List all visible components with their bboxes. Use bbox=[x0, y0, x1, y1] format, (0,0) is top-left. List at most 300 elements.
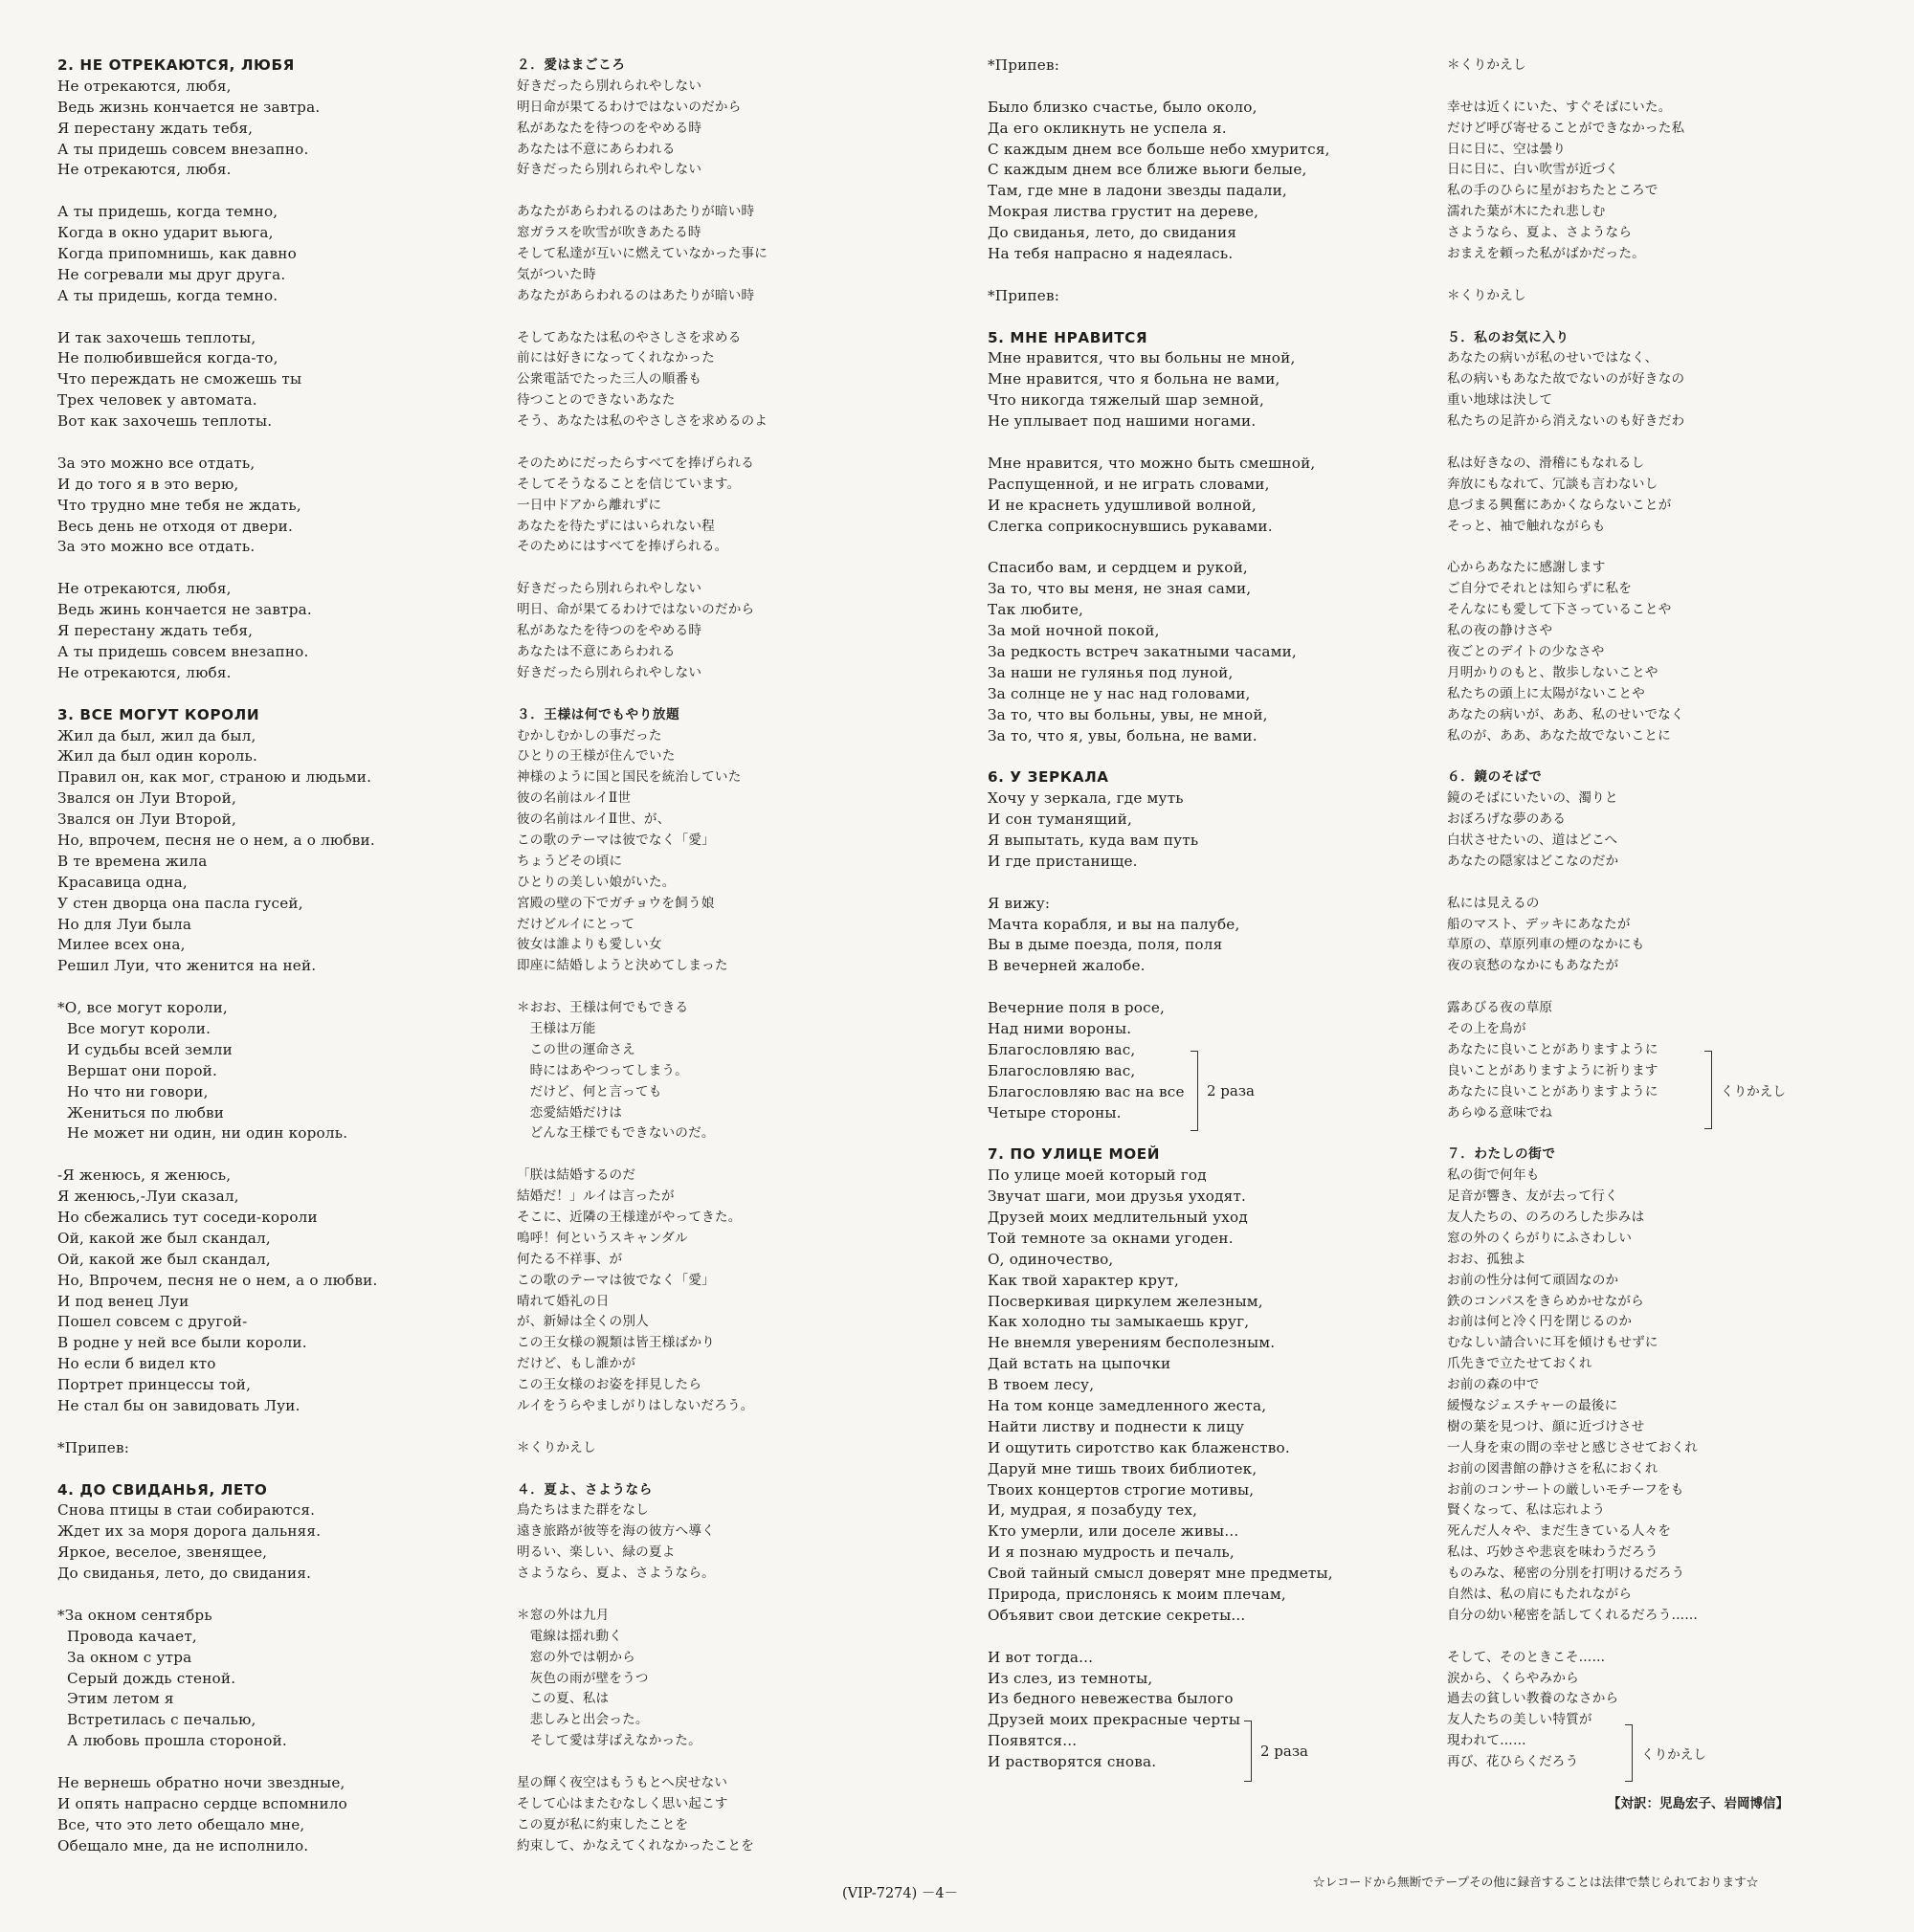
lyric-line: 恋愛結婚だけは bbox=[517, 1104, 623, 1121]
lyric-line: そっと、袖で触れながらも bbox=[1447, 518, 1606, 534]
lyric-line: 自分の幼い秘密を話してくれるだろう…… bbox=[1447, 1607, 1699, 1623]
stanza-gap bbox=[1447, 873, 1868, 894]
lyric-line: 樹の葉を見つけ、顔に近づけさせ bbox=[1447, 1418, 1645, 1434]
lyric-line: 明るい、楽しい、緑の夏よ bbox=[517, 1544, 676, 1561]
song-title: 5. МНЕ НРАВИТСЯ bbox=[988, 328, 1148, 346]
stanza-gap bbox=[988, 307, 1409, 328]
lyric-line: 神様のように国と国民を統治していた bbox=[517, 769, 742, 786]
lyric-line: Не уплывает под нашими ногами. bbox=[988, 412, 1257, 431]
lyric-line: 電線は揺れ動く bbox=[517, 1628, 623, 1644]
lyric-line: 彼の名前はルイⅡ世、が、 bbox=[517, 811, 671, 828]
lyric-line: 私たちの頭上に太陽がないことや bbox=[1447, 685, 1645, 701]
lyric-line: Природа, прислонясь к моим плечам, bbox=[988, 1586, 1286, 1604]
stanza-gap bbox=[57, 1752, 469, 1773]
stanza-gap bbox=[517, 684, 938, 705]
page-number: (VIP-7274) －4－ bbox=[842, 1886, 959, 1901]
lyric-line: だけど、もし誰かが bbox=[517, 1356, 636, 1372]
lyric-line: 息づまる興奮にあかくならないことが bbox=[1447, 497, 1672, 513]
stanza-gap bbox=[988, 746, 1409, 767]
lyric-line: Пошел совсем с другой- bbox=[57, 1313, 248, 1331]
lyric-line: あなたに良いことがありますように bbox=[1447, 1041, 1658, 1057]
stanza-gap bbox=[57, 1144, 469, 1166]
russian-lyrics-column-left bbox=[57, 56, 469, 1857]
lyric-line: この夏、私は bbox=[517, 1691, 610, 1707]
lyric-line: Дай встать на цыпочки bbox=[988, 1355, 1171, 1373]
lyric-line: ご自分でそれとは知らずに私を bbox=[1447, 581, 1633, 597]
lyric-line: 日に日に、白い吹雪が近づく bbox=[1447, 162, 1619, 178]
lyric-line: За солнце не у нас над головами, bbox=[988, 684, 1251, 702]
stanza-gap bbox=[988, 1627, 1409, 1648]
lyric-line: そう、あなたは私のやさしさを求めるのよ bbox=[517, 413, 768, 430]
lyric-line: Найти листву и поднести к лицу bbox=[988, 1417, 1245, 1435]
lyric-line: Жениться по любви bbox=[57, 1103, 225, 1121]
lyric-line: あなたがあらわれるのはあたりが暗い時 bbox=[517, 204, 755, 220]
lyric-line: Звался он Луи Второй, bbox=[57, 811, 237, 829]
stanza-gap bbox=[517, 558, 938, 579]
lyric-line: Но, Впрочем, песня не о нем, а о любви. bbox=[57, 1271, 378, 1289]
refrain-label: くりかえし bbox=[1721, 1084, 1786, 1099]
lyric-line: そして私達が互いに燃えていなかった事に bbox=[517, 246, 768, 262]
lyric-line: Жил да был один король. bbox=[57, 747, 258, 766]
lyric-line: 友人たちの美しい特質が bbox=[1447, 1712, 1592, 1728]
lyric-line: Из слез, из темноты, bbox=[988, 1669, 1153, 1687]
stanza-gap bbox=[1447, 307, 1868, 328]
stanza-gap bbox=[517, 1144, 938, 1166]
lyric-line: むなしい請合いに耳を傾けもせずに bbox=[1447, 1335, 1658, 1351]
lyric-line: 好きだったら別れられやしない bbox=[517, 664, 702, 680]
lyric-line: 即座に結婚しようと決めてしまった bbox=[517, 958, 728, 974]
lyric-line: 好きだったら別れられやしない bbox=[517, 581, 702, 597]
lyric-line: 鏡のそばにいたいの、濁りと bbox=[1447, 790, 1618, 807]
lyric-line: Даруй мне тишь твоих библиотек, bbox=[988, 1459, 1257, 1477]
lyric-line: Благословляю вас, bbox=[988, 1061, 1136, 1079]
lyric-line: А ты придешь совсем внезапно. bbox=[57, 140, 309, 158]
stanza-gap bbox=[57, 1585, 469, 1606]
lyric-line: 遠き旅路が彼等を海の彼方へ導く bbox=[517, 1523, 715, 1540]
lyric-line: 明日命が果てるわけではないのだから bbox=[517, 99, 742, 115]
lyric-line: Провода качает, bbox=[57, 1627, 197, 1645]
japanese-lyrics-column-left bbox=[517, 56, 938, 1857]
lyric-line: そして、そのときこそ…… bbox=[1447, 1649, 1606, 1665]
lyric-line: 王様は万能 bbox=[517, 1020, 596, 1036]
lyric-line: ちょうどその頃に bbox=[517, 853, 623, 869]
lyric-line: Мокрая листва грустит на дереве, bbox=[988, 203, 1259, 221]
stanza-gap bbox=[988, 265, 1409, 286]
song-title: 3. ВСЕ МОГУТ КОРОЛИ bbox=[57, 705, 260, 723]
stanza-gap bbox=[517, 433, 938, 454]
lyric-line: За то, что вы больны, увы, не мной, bbox=[988, 705, 1268, 723]
lyric-line: За окном с утра bbox=[57, 1648, 192, 1666]
stanza-gap bbox=[1447, 433, 1868, 454]
lyric-line: あなたがあらわれるのはあたりが暗い時 bbox=[517, 287, 755, 303]
lyric-line: 一日中ドアから離れずに bbox=[517, 497, 662, 513]
lyric-line: Свой тайный смысл доверят мне предметы, bbox=[988, 1565, 1333, 1583]
lyric-line: Слегка соприкоснувшись рукавами. bbox=[988, 517, 1273, 535]
russian-lyrics-column-right bbox=[988, 56, 1409, 1773]
lyric-line: Обещало мне, да не исполнило. bbox=[57, 1836, 309, 1854]
lyric-line: ルイをうらやましがりはしないだろう。 bbox=[517, 1398, 754, 1413]
lyric-line: 夜の哀愁のなかにもあなたが bbox=[1447, 958, 1619, 974]
lyric-line: Не отрекаются, любя. bbox=[57, 161, 232, 179]
lyric-line: Портрет принцессы той, bbox=[57, 1376, 252, 1394]
lyric-line: Мне нравится, что можно быть смешной, bbox=[988, 454, 1316, 472]
lyric-line: И не краснеть удушливой волной, bbox=[988, 496, 1257, 514]
lyric-line: 私は好きなの、滑稽にもなれるし bbox=[1447, 455, 1645, 471]
lyric-line: А ты придешь, когда темно, bbox=[57, 203, 278, 221]
lyric-line: И ощутить сиротство как блаженство. bbox=[988, 1438, 1290, 1456]
stanza-gap bbox=[1447, 265, 1868, 286]
lyric-line: На тебя напрасно я надеялась. bbox=[988, 245, 1234, 263]
lyric-line: Не вернешь обратно ночи звездные, bbox=[57, 1774, 345, 1792]
lyric-line: この世の運命さえ bbox=[517, 1041, 635, 1057]
lyric-line: 心からあなたに感謝します bbox=[1447, 560, 1606, 576]
stanza-gap bbox=[57, 181, 469, 202]
lyric-line: Весь день не отходя от двери. bbox=[57, 517, 293, 535]
lyric-line: *За окном сентябрь bbox=[57, 1606, 212, 1624]
stanza-gap bbox=[1447, 77, 1868, 98]
lyric-line: Не отрекаются, любя, bbox=[57, 77, 232, 95]
stanza-gap bbox=[1447, 1627, 1868, 1648]
lyric-line: За то, что я, увы, больна, не вами. bbox=[988, 726, 1257, 744]
lyric-line: Да его окликнуть не успела я. bbox=[988, 119, 1227, 137]
lyric-line: Как холодно ты замыкаешь круг, bbox=[988, 1313, 1250, 1331]
lyric-line: 死んだ人々や、まだ生きている人々を bbox=[1447, 1523, 1672, 1540]
lyric-line: Что никогда тяжелый шар земной, bbox=[988, 391, 1265, 410]
song-title: 7. ПО УЛИЦЕ МОЕЙ bbox=[988, 1145, 1161, 1164]
lyric-line: Я выпытать, куда вам путь bbox=[988, 831, 1199, 849]
lyric-line: 星の輝く夜空はもうもとへ戻せない bbox=[517, 1775, 728, 1791]
refrain-bracket-streets-ru bbox=[1244, 1721, 1308, 1782]
lyric-line: 足音が響き、友が去って行く bbox=[1447, 1188, 1618, 1205]
lyric-line: 夜ごとのデイトの少なさや bbox=[1447, 643, 1605, 659]
lyric-line: この王女様の親類は皆王様ばかり bbox=[517, 1335, 715, 1351]
stanza-gap bbox=[988, 537, 1409, 558]
lyric-line: Когда в окно ударит вьюга, bbox=[57, 224, 274, 242]
lyric-line: У стен дворца она пасла гусей, bbox=[57, 894, 303, 912]
lyric-line: Не внемля уверениям бесполезным. bbox=[988, 1334, 1276, 1352]
lyric-line: -Я женюсь, я женюсь, bbox=[57, 1166, 232, 1185]
stanza-gap bbox=[1447, 746, 1868, 767]
lyric-line: Я женюсь,-Луи сказал, bbox=[57, 1188, 239, 1206]
lyric-line: お前は何と冷く円を閉じるのか bbox=[1447, 1314, 1633, 1330]
lyric-line: Не полюбившейся когда-то, bbox=[57, 349, 278, 367]
lyric-line: 過去の貧しい教養のなさから bbox=[1447, 1691, 1619, 1707]
stanza-gap bbox=[57, 433, 469, 454]
lyric-line: だけど呼び寄せることができなかった私 bbox=[1447, 120, 1685, 136]
lyric-line: И растворятся снова. bbox=[988, 1753, 1157, 1771]
lyric-line: Той темноте за окнами угоден. bbox=[988, 1229, 1234, 1247]
lyric-line: この歌のテーマは彼でなく「愛」 bbox=[517, 832, 715, 848]
lyric-line: おぼろげな夢のある bbox=[1447, 811, 1567, 828]
lyric-line: Как твой характер крут, bbox=[988, 1271, 1179, 1289]
lyric-line: За это можно все отдать, bbox=[57, 454, 256, 472]
lyric-line: 友人たちの、のろのろした歩みは bbox=[1447, 1209, 1645, 1225]
lyric-line: Когда припомнишь, как давно bbox=[57, 245, 297, 263]
lyric-line: Но, впрочем, песня не о нем, а о любви. bbox=[57, 831, 375, 849]
lyric-line: Но что ни говори, bbox=[57, 1082, 209, 1100]
stanza-gap bbox=[517, 1459, 938, 1480]
lyric-line: ものみな、秘密の分別を打明けるだろう bbox=[1447, 1566, 1685, 1582]
lyric-line: За это можно все отдать. bbox=[57, 538, 256, 556]
lyric-line: А ты придешь совсем внезапно. bbox=[57, 642, 309, 660]
lyric-line: 私があなたを待つのをやめる時 bbox=[517, 120, 702, 136]
lyric-line: さようなら、夏よ、さようなら。 bbox=[517, 1566, 715, 1582]
lyric-line: 約束して、かなえてくれなかったことを bbox=[517, 1837, 755, 1854]
lyric-line: おお、孤独よ bbox=[1447, 1251, 1526, 1267]
lyric-line: Звучат шаги, мои друзья уходят. bbox=[988, 1188, 1247, 1206]
lyric-line: 草原の、草原列車の煙のなかにも bbox=[1447, 937, 1645, 953]
refrain-bracket-mirror-jp bbox=[1704, 1051, 1786, 1129]
lyric-line: Встретилась с печалью, bbox=[57, 1711, 256, 1729]
stanza-gap bbox=[57, 307, 469, 328]
lyric-line: Из бедного невежества былого bbox=[988, 1690, 1234, 1708]
lyric-line: お前の図書館の静けさを私におくれ bbox=[1447, 1460, 1658, 1477]
lyric-line: Этим летом я bbox=[57, 1690, 174, 1708]
lyric-line: 緩慢なジェスチャーの最後に bbox=[1447, 1398, 1618, 1413]
lyric-line: Мачта корабля, и вы на палубе, bbox=[988, 915, 1240, 933]
lyric-line: 重い地球は決して bbox=[1447, 392, 1553, 409]
stanza-gap bbox=[988, 873, 1409, 894]
lyric-line: むかしむかしの事だった bbox=[517, 727, 662, 744]
lyric-line: 私には見えるの bbox=[1447, 895, 1540, 911]
lyric-line: Не отрекаются, любя, bbox=[57, 580, 232, 598]
lyric-line: だけど、何と言っても bbox=[517, 1083, 662, 1099]
lyric-line: この歌のテーマは彼でなく「愛」 bbox=[517, 1272, 715, 1288]
lyric-line: 何たる不祥事、が bbox=[517, 1251, 623, 1267]
lyric-line: Не согревали мы друг друга. bbox=[57, 265, 286, 283]
lyric-line: За мой ночной покой, bbox=[988, 622, 1160, 640]
stanza-gap bbox=[57, 1459, 469, 1480]
lyric-line: До свиданья, лето, до свидания bbox=[988, 224, 1237, 242]
lyric-line: 嗚呼！何というスキャンダル bbox=[517, 1230, 688, 1246]
lyric-line: あなたを待たずにはいられない程 bbox=[517, 518, 715, 534]
lyric-line: Я перестану ждать тебя, bbox=[57, 622, 254, 640]
song-title: 6. У ЗЕРКАЛА bbox=[988, 768, 1109, 787]
lyric-line: Мне нравится, что я больна не вами, bbox=[988, 370, 1280, 389]
lyric-line: 時にはあやつってしまう。 bbox=[517, 1062, 688, 1078]
lyric-line: В твоем лесу, bbox=[988, 1376, 1095, 1394]
lyric-line: あなたは不意にあらわれる bbox=[517, 141, 676, 157]
lyric-line: Что трудно мне тебя не ждать, bbox=[57, 496, 301, 514]
lyric-line: 現われて…… bbox=[1447, 1733, 1526, 1749]
lyric-line: 再び、花ひらくだろう bbox=[1447, 1754, 1579, 1770]
lyric-line: За наши не гулянья под луной, bbox=[988, 663, 1234, 681]
refrain-count-label: 2 раза bbox=[1207, 1082, 1255, 1099]
refrain-label: くりかえし bbox=[1641, 1747, 1706, 1763]
lyric-line: Объявит свои детские секреты... bbox=[988, 1606, 1246, 1624]
lyric-line: Снова птицы в стаи собираются. bbox=[57, 1501, 316, 1520]
lyric-line: どんな王様でもできないのだ。 bbox=[517, 1125, 715, 1142]
lyric-line: Я вижу: bbox=[988, 894, 1051, 912]
lyric-line: Не может ни один, ни один король. bbox=[57, 1124, 348, 1143]
lyric-line: 日に日に、空は曇り bbox=[1447, 141, 1567, 157]
stanza-gap bbox=[1447, 977, 1868, 998]
lyric-line: Кто умерли, или доселе живы... bbox=[988, 1522, 1239, 1541]
stanza-gap bbox=[517, 307, 938, 328]
lyric-line: Ждет их за моря дорога дальняя. bbox=[57, 1522, 322, 1541]
lyric-line: 明日、命が果てるわけではないのだから bbox=[517, 602, 755, 618]
lyric-line: И опять напрасно сердце вспомнило bbox=[57, 1794, 348, 1812]
lyric-line: Что переждать не сможешь ты bbox=[57, 370, 302, 389]
lyric-line: Мне нравится, что вы больны не мной, bbox=[988, 349, 1296, 367]
lyric-line: На том конце замедленного жеста, bbox=[988, 1397, 1267, 1414]
lyric-line: До свиданья, лето, до свидания. bbox=[57, 1565, 312, 1583]
lyric-line: Милее всех она, bbox=[57, 936, 186, 954]
lyric-line: 私たちの足許から消えないのも好きだわ bbox=[1447, 413, 1685, 430]
lyric-line: 白状させたいの、道はどこへ bbox=[1447, 832, 1618, 848]
lyric-line: ＊おお、王様は何でもできる bbox=[517, 1000, 689, 1016]
lyric-line: 結婚だ！」ルイは言ったが bbox=[517, 1188, 675, 1205]
lyric-line: В родне у ней все были короли. bbox=[57, 1334, 307, 1352]
lyric-line: ＊窓の外は九月 bbox=[517, 1607, 610, 1623]
lyric-line: Спасибо вам, и сердцем и рукой, bbox=[988, 559, 1248, 577]
lyric-line: 彼の名前はルイⅡ世 bbox=[517, 790, 632, 807]
lyric-line: А ты придешь, когда темно. bbox=[57, 286, 278, 304]
lyric-line: Правил он, как мог, страною и людьми. bbox=[57, 768, 372, 787]
lyric-line: И так захочешь теплоты, bbox=[57, 328, 256, 346]
stanza-gap bbox=[517, 1752, 938, 1773]
lyric-line: 窓ガラスを吹雪が吹きあたる時 bbox=[517, 225, 701, 241]
lyric-line: В вечерней жалобе. bbox=[988, 957, 1146, 975]
lyric-line: この夏が私に約束したことを bbox=[517, 1816, 689, 1832]
lyric-line: 良いことがありますように祈ります bbox=[1447, 1062, 1658, 1078]
lyric-line: Там, где мне в ладони звезды падали, bbox=[988, 182, 1287, 200]
lyric-line: 宮殿の壁の下でガチョウを飼う娘 bbox=[517, 895, 715, 911]
lyric-line: Твоих концертов строгие мотивы, bbox=[988, 1480, 1255, 1499]
lyric-line: 私の病いもあなた故でないのが好きなの bbox=[1447, 371, 1685, 388]
lyric-line: А любовь прошла стороной. bbox=[57, 1732, 287, 1750]
lyric-line: 灰色の雨が壁をうつ bbox=[517, 1670, 649, 1686]
lyric-line: ＊くりかえし bbox=[517, 1439, 596, 1455]
lyric-line: Но для Луи была bbox=[57, 915, 192, 933]
lyric-line: さようなら、夏よ、さようなら bbox=[1447, 225, 1633, 241]
lyric-line: が、新婦は全くの別人 bbox=[517, 1314, 649, 1330]
lyric-line: 幸せは近くにいた、すぐそばにいた。 bbox=[1447, 99, 1672, 115]
lyric-line: Распущенной, и не играть словами, bbox=[988, 475, 1270, 493]
stanza-gap bbox=[57, 977, 469, 998]
lyric-line: あなたは不意にあらわれる bbox=[517, 643, 676, 659]
lyric-line: С каждым днем все ближе вьюги белые, bbox=[988, 161, 1307, 179]
lyric-line: 奔放にもなれて、冗談も言わないし bbox=[1447, 476, 1658, 492]
lyric-line: 私の夜の静けさや bbox=[1447, 623, 1553, 639]
lyric-line: 好きだったら別れられやしない bbox=[517, 162, 702, 178]
lyric-line: И я познаю мудрость и печаль, bbox=[988, 1543, 1235, 1562]
song-title: ５．私のお気に入り bbox=[1447, 329, 1569, 345]
lyric-line: За редкость встреч закатными часами, bbox=[988, 642, 1297, 660]
lyric-line: Появятся... bbox=[988, 1732, 1078, 1750]
stanza-gap bbox=[57, 558, 469, 579]
stanza-gap bbox=[988, 433, 1409, 454]
lyric-line: お前の森の中で bbox=[1447, 1377, 1540, 1393]
lyric-line: Решил Луи, что женится на ней. bbox=[57, 957, 317, 975]
lyric-line: 気がついた時 bbox=[517, 266, 596, 282]
lyric-line: ひとりの美しい娘がいた。 bbox=[517, 874, 676, 890]
lyric-line: 好きだったら別れられやしない bbox=[517, 78, 702, 94]
lyric-line: Но сбежались тут соседи-короли bbox=[57, 1208, 318, 1226]
lyric-line: 窓の外のくらがりにふさわしい bbox=[1447, 1230, 1633, 1246]
lyric-line: 露あびる夜の草原 bbox=[1447, 1000, 1553, 1016]
lyric-line: 自然は、私の肩にもたれながら bbox=[1447, 1587, 1633, 1603]
lyric-line: そして愛は芽ばえなかった。 bbox=[517, 1733, 701, 1749]
lyric-line: そこに、近隣の王様達がやってきた。 bbox=[517, 1209, 742, 1225]
lyric-line: Вот как захочешь теплоты. bbox=[57, 412, 273, 431]
lyric-line: С каждым днем все больше небо хмурится, bbox=[988, 140, 1330, 158]
translator-credit: 【対訳：児島宏子、岩岡博信】 bbox=[1608, 1796, 1789, 1811]
lyric-line: 船のマスト、デッキにあなたが bbox=[1447, 916, 1631, 932]
lyric-line: この王女様のお姿を拝見したら bbox=[517, 1377, 702, 1393]
lyric-line: 悲しみと出会った。 bbox=[517, 1712, 649, 1728]
lyric-line: И, мудрая, я позабуду тех, bbox=[988, 1501, 1198, 1520]
lyric-line: 公衆電話でたった三人の順番も bbox=[517, 371, 702, 388]
lyric-line: Все, что это лето обещало мне, bbox=[57, 1815, 305, 1833]
lyric-line: И под венец Луи bbox=[57, 1292, 189, 1310]
lyric-line: Не отрекаются, любя. bbox=[57, 663, 232, 681]
song-title: 2. НЕ ОТРЕКАЮТСЯ, ЛЮБЯ bbox=[57, 56, 295, 74]
lyric-line: За то, что вы меня, не зная сами, bbox=[988, 580, 1252, 598]
lyric-line: 鳥たちはまた群をなし bbox=[517, 1502, 649, 1519]
song-title: ４．夏よ、さようなら bbox=[517, 1481, 653, 1498]
lyric-line: ひとりの王様が住んでいた bbox=[517, 748, 676, 765]
stanza-gap bbox=[988, 77, 1409, 98]
lyric-line: Четыре стороны. bbox=[988, 1103, 1122, 1121]
lyric-line: Хочу у зеркала, где муть bbox=[988, 789, 1184, 808]
lyric-line: *Припев: bbox=[988, 286, 1060, 304]
lyric-line: あらゆる意味でね bbox=[1447, 1104, 1553, 1121]
lyric-line: 晴れて婚礼の日 bbox=[517, 1293, 610, 1309]
stanza-gap bbox=[1447, 1123, 1868, 1144]
lyric-line: 月明かりのもと、散歩しないことや bbox=[1447, 664, 1658, 680]
lyric-line: Серый дождь стеной. bbox=[57, 1669, 236, 1687]
lyric-line: Не стал бы он завидовать Луи. bbox=[57, 1397, 300, 1414]
lyric-line: おまえを頼った私がばかだった。 bbox=[1447, 246, 1645, 262]
lyric-line: *О, все могут короли, bbox=[57, 999, 228, 1017]
lyric-line: Благословляю вас на все bbox=[988, 1082, 1185, 1100]
lyric-line: ＊くりかえし bbox=[1447, 57, 1526, 73]
lyric-line: Ой, какой же был скандал, bbox=[57, 1229, 271, 1247]
lyric-line: 私の手のひらに星がおちたところで bbox=[1447, 183, 1658, 199]
lyric-line: 賢くなって、私は忘れよう bbox=[1447, 1502, 1606, 1519]
lyric-line: 私は、巧妙さや悲哀を味わうだろう bbox=[1447, 1544, 1658, 1561]
lyric-line: お前のコンサートの厳しいモチーフをも bbox=[1447, 1481, 1684, 1498]
lyric-line: 私のが、ああ、あなた故でないことに bbox=[1447, 727, 1671, 744]
lyric-line: Вершат они порой. bbox=[57, 1061, 218, 1079]
lyric-line: 「朕は結婚するのだ bbox=[517, 1167, 636, 1184]
lyric-line: 私があなたを待つのをやめる時 bbox=[517, 623, 702, 639]
lyric-line: Трех человек у автомата. bbox=[57, 391, 257, 410]
lyric-line: そのためにはすべてを捧げられる。 bbox=[517, 539, 728, 555]
lyric-line: Но если б видел кто bbox=[57, 1355, 216, 1373]
lyric-line: そんなにも愛して下さっていることや bbox=[1447, 602, 1672, 618]
japanese-lyrics-column-right bbox=[1447, 56, 1868, 1773]
lyric-line: И где пристанище. bbox=[988, 852, 1138, 870]
lyric-line: Ой, какой же был скандал, bbox=[57, 1250, 271, 1268]
lyric-line: Над ними вороны. bbox=[988, 1019, 1132, 1037]
stanza-gap bbox=[988, 977, 1409, 998]
lyric-line: そのためにだったらすべてを捧げられる bbox=[517, 455, 755, 471]
song-title: ６．鏡のそばで bbox=[1447, 769, 1543, 786]
refrain-count-label: 2 раза bbox=[1260, 1743, 1308, 1760]
stanza-gap bbox=[517, 181, 938, 202]
lyric-line: И судьбы всей земли bbox=[57, 1040, 233, 1058]
lyric-line: Яркое, веселое, звенящее, bbox=[57, 1543, 268, 1562]
song-title: ７．わたしの街で bbox=[1447, 1146, 1556, 1163]
lyric-line: Друзей моих прекрасные черты bbox=[988, 1711, 1241, 1729]
lyric-line: お前の性分は何て頑固なのか bbox=[1447, 1272, 1619, 1288]
stanza-gap bbox=[57, 684, 469, 705]
lyric-line: Я перестану ждать тебя, bbox=[57, 119, 254, 137]
lyric-line: 前には好きになってくれなかった bbox=[517, 350, 715, 366]
lyric-line: そしてそうなることを信じています。 bbox=[517, 476, 741, 492]
